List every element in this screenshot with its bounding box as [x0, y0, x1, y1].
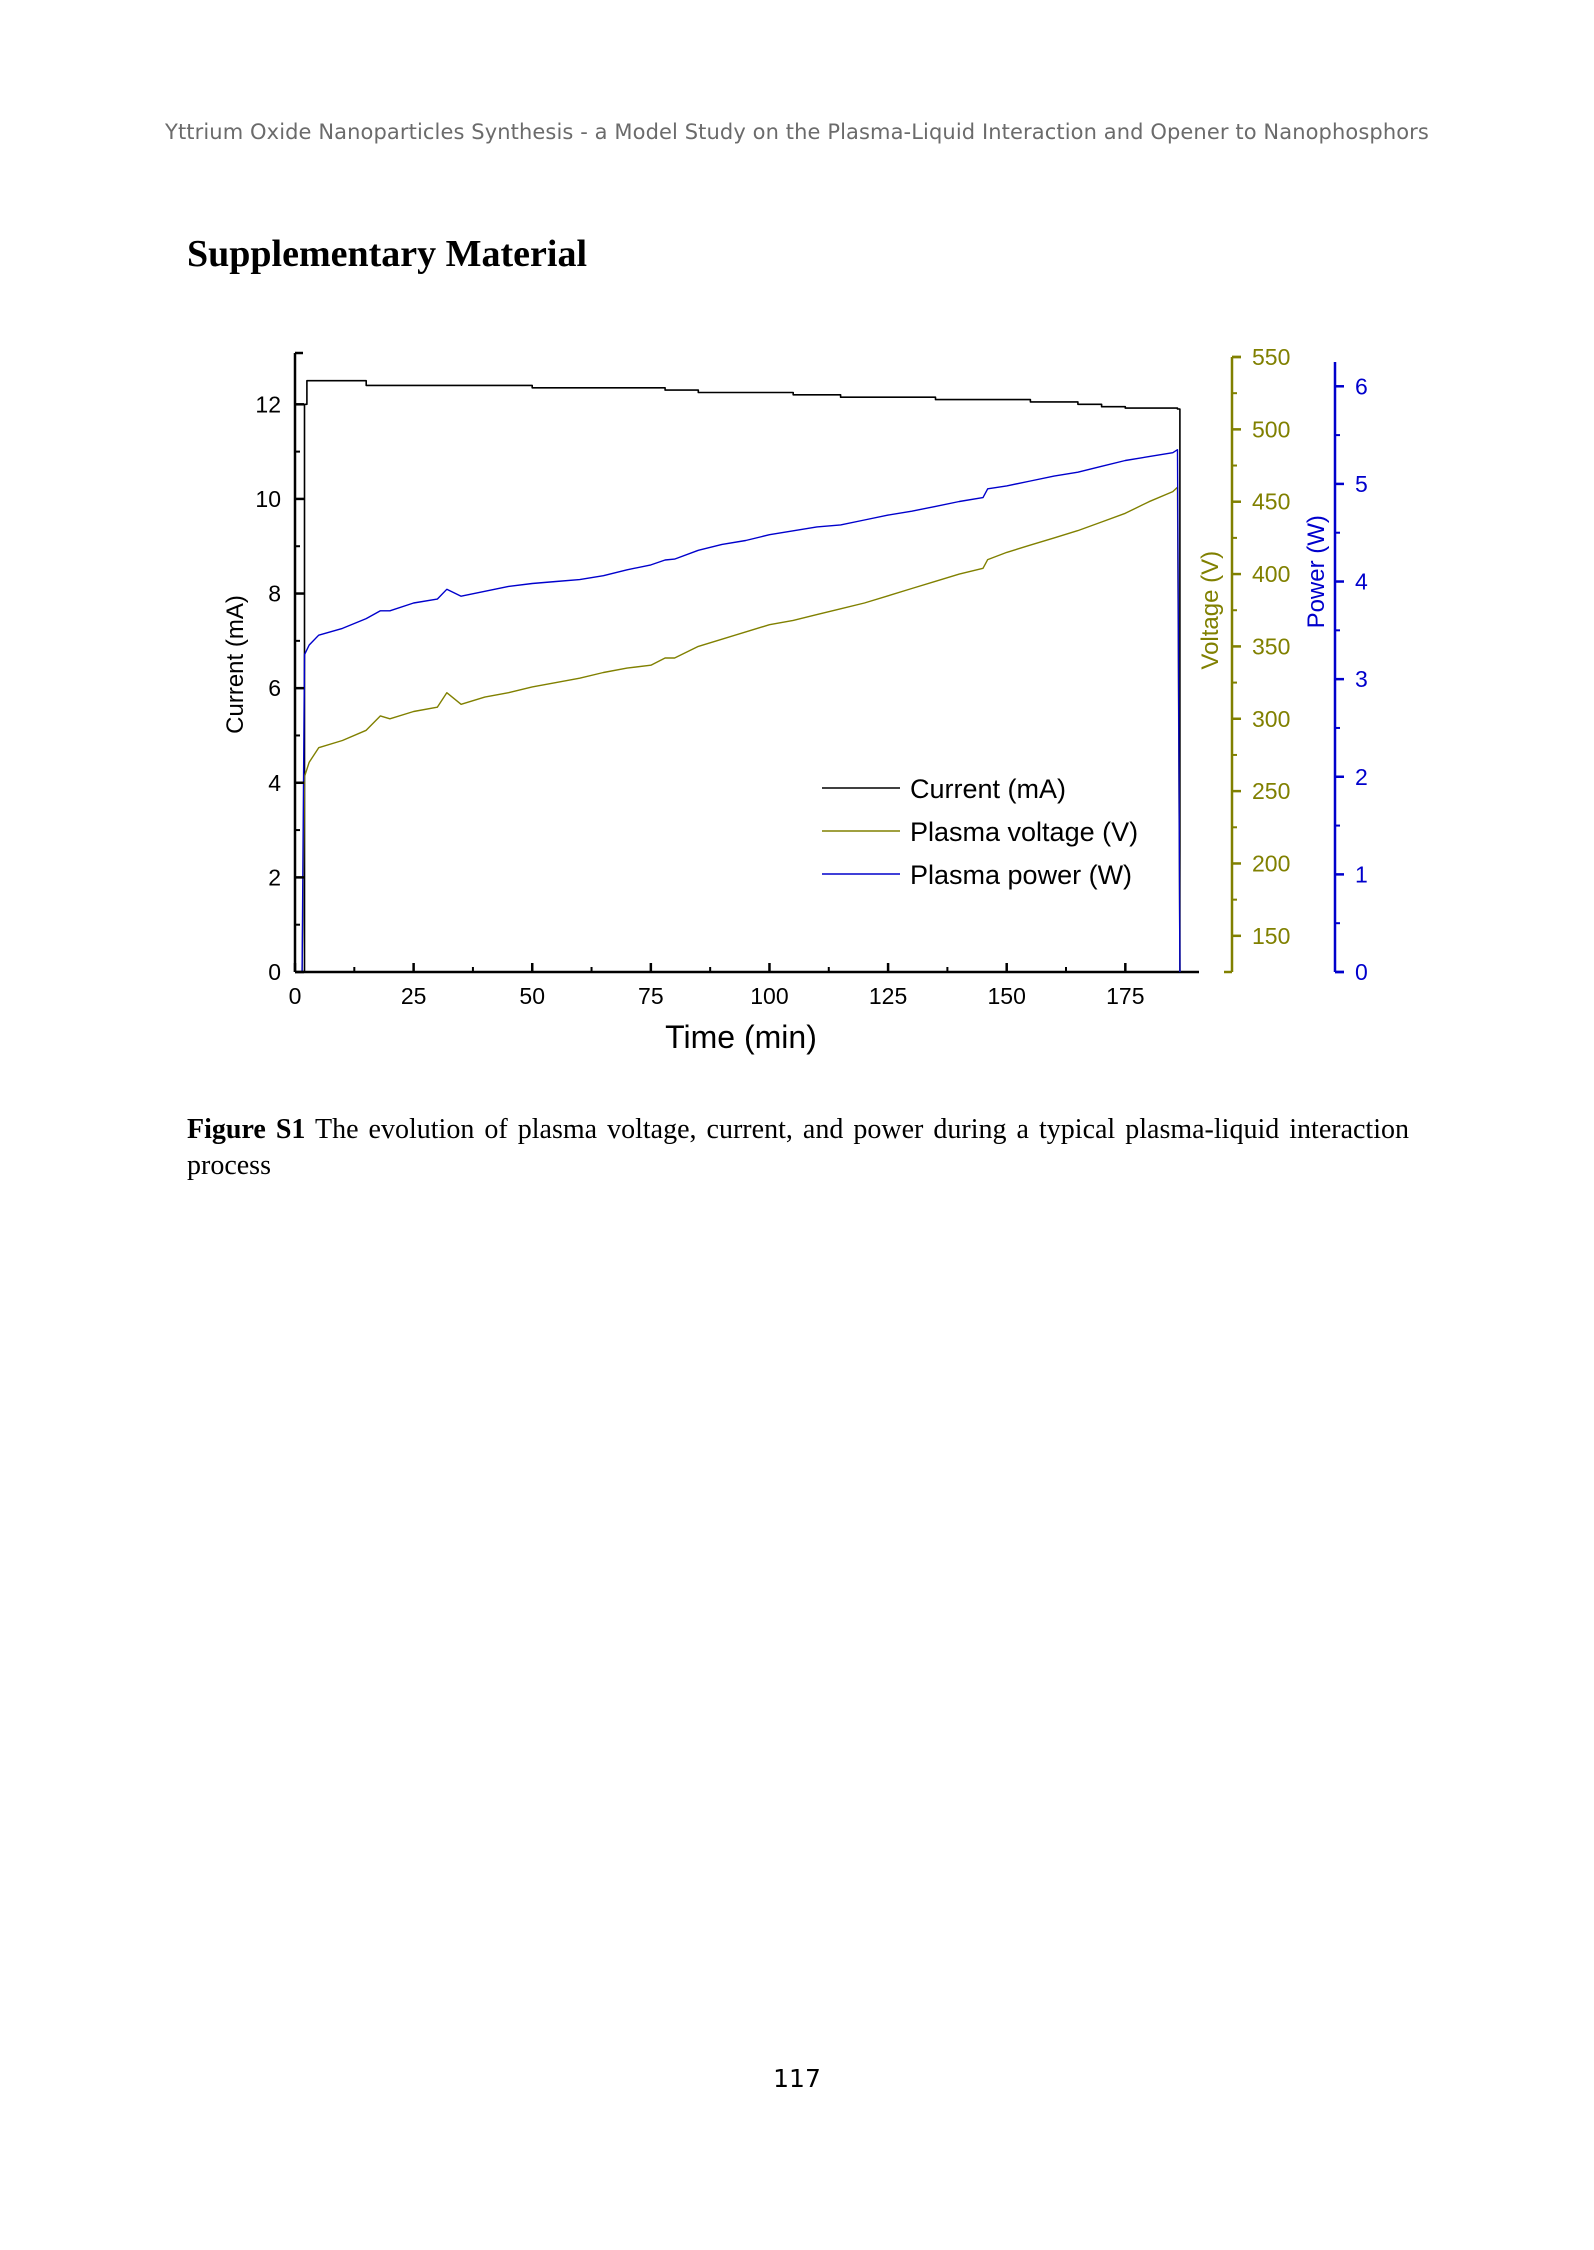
- legend-label-power: Plasma power (W): [910, 860, 1133, 890]
- caption-text: The evolution of plasma voltage, current, and power during a typical plasma-liquid interaction process: [187, 1114, 1409, 1181]
- voltage-tick-label: 350: [1252, 633, 1291, 660]
- power-tick-label: 6: [1355, 373, 1368, 400]
- voltage-tick-label: 450: [1252, 488, 1291, 515]
- power-tick-label: 2: [1355, 763, 1368, 790]
- power-tick-label: 4: [1355, 568, 1368, 595]
- current-tick-label: 6: [268, 675, 281, 702]
- voltage-axis-title: Voltage (V): [1197, 550, 1224, 670]
- current-tick-label: 2: [268, 864, 281, 891]
- current-axis-title: Current (mA): [222, 595, 249, 734]
- voltage-tick-label: 500: [1252, 416, 1291, 443]
- voltage-tick-label: 400: [1252, 561, 1291, 588]
- legend-label-current: Current (mA): [910, 774, 1067, 804]
- figure-caption: [187, 1112, 1409, 1184]
- plasma-chart: [210, 330, 1400, 1070]
- voltage-tick-label: 550: [1252, 344, 1291, 370]
- x-tick-label: 0: [288, 983, 302, 1009]
- voltage-tick-label: 250: [1252, 778, 1291, 805]
- power-tick-label: 0: [1355, 959, 1368, 985]
- x-tick-label: 125: [868, 983, 908, 1009]
- legend-label-voltage: Plasma voltage (V): [910, 817, 1139, 847]
- running-header: Yttrium Oxide Nanoparticles Synthesis - a Model Study on the Plasma-Liquid Interaction and Opener to Nanophosphors: [165, 120, 1429, 144]
- page-number: 117: [773, 2064, 821, 2093]
- section-title: Supplementary Material: [187, 233, 588, 275]
- power-tick-label: 3: [1355, 666, 1368, 693]
- x-tick-label: 150: [987, 983, 1026, 1009]
- current-tick-label: 12: [255, 391, 281, 418]
- x-axis-title: Time (min): [665, 1019, 817, 1055]
- current-tick-label: 8: [268, 580, 281, 607]
- caption-label: Figure S1: [187, 1114, 306, 1145]
- current-tick-label: 0: [268, 959, 281, 985]
- current-tick-label: 10: [255, 485, 281, 512]
- x-tick-label: 25: [400, 983, 427, 1009]
- x-tick-label: 100: [750, 983, 789, 1009]
- x-tick-label: 175: [1106, 983, 1145, 1009]
- series-line-power: [302, 450, 1180, 972]
- voltage-tick-label: 200: [1252, 850, 1291, 877]
- voltage-tick-label: 300: [1252, 705, 1291, 732]
- power-axis-title: Power (W): [1303, 515, 1330, 629]
- current-tick-label: 4: [268, 769, 281, 796]
- power-tick-label: 1: [1355, 861, 1368, 888]
- voltage-tick-label: 150: [1252, 922, 1291, 949]
- figure-s1: [210, 330, 1400, 1070]
- series-line-voltage: [302, 487, 1180, 972]
- x-tick-label: 75: [638, 983, 664, 1009]
- x-tick-label: 50: [519, 983, 546, 1009]
- power-tick-label: 5: [1355, 470, 1368, 497]
